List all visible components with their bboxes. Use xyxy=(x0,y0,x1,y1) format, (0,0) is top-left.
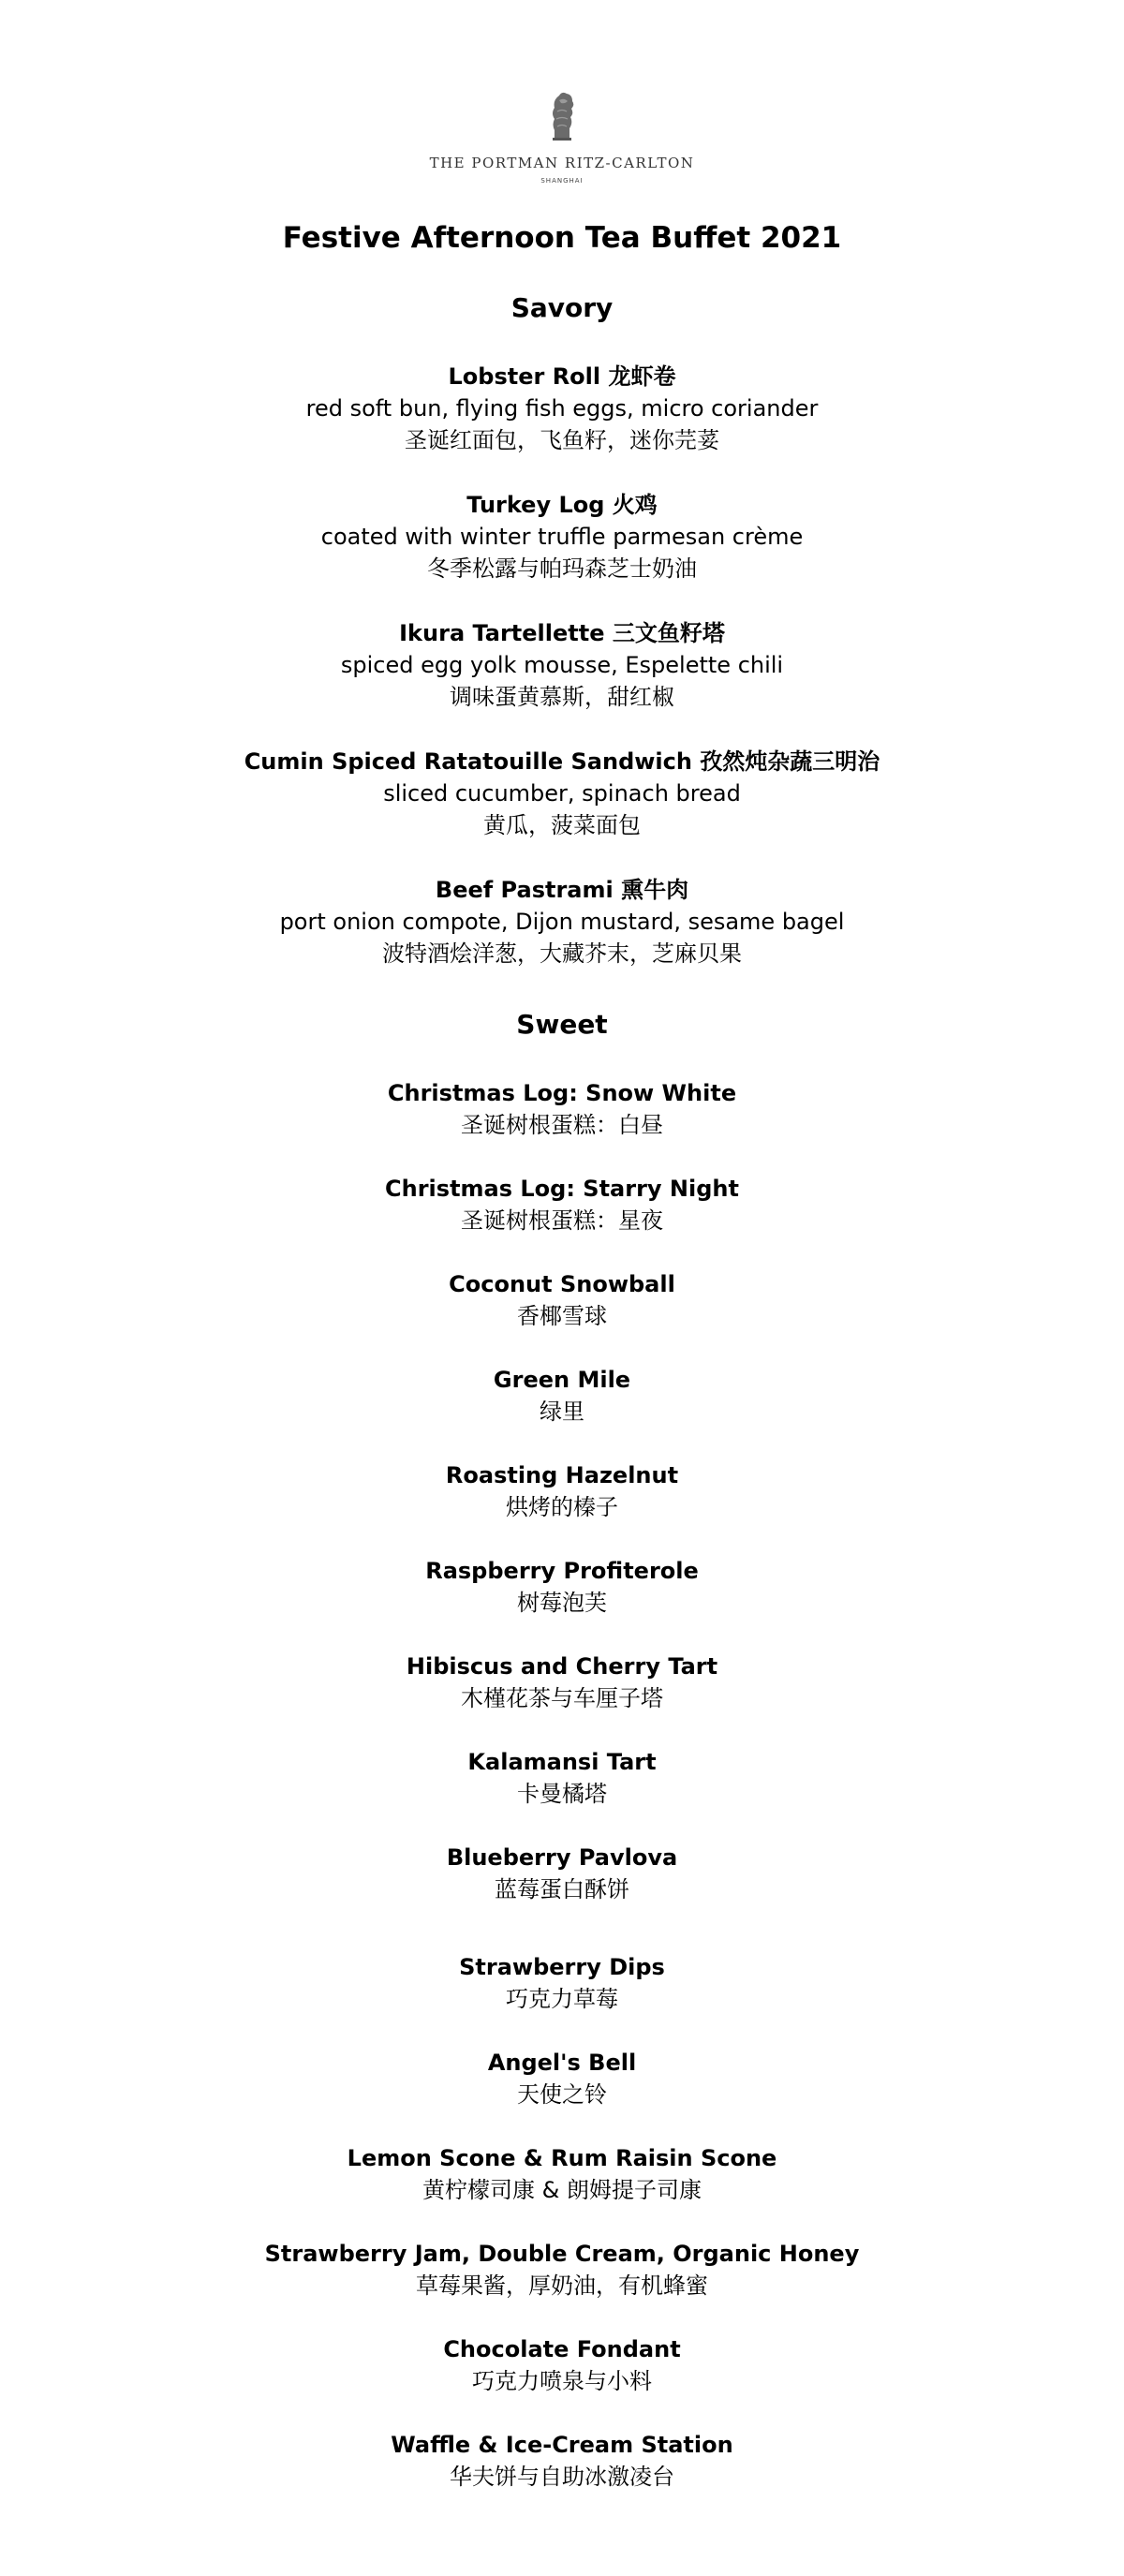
menu-item-sweet xyxy=(0,2047,1124,2110)
item-desc-en: coated with winter truffle parmesan crème xyxy=(320,524,804,550)
item-name: Lemon Scone & Rum Raisin Scone xyxy=(347,2145,777,2171)
item-name: Christmas Log: Snow White xyxy=(387,1080,737,1106)
item-desc-cn: 巧克力草莓 xyxy=(506,1986,618,2012)
item-name: Green Mile xyxy=(493,1367,631,1393)
item-name: Christmas Log: Starry Night xyxy=(385,1176,739,1202)
item-desc-cn: 蓝莓蛋白酥饼 xyxy=(495,1876,629,1902)
menu-item-sweet xyxy=(0,1364,1124,1428)
item-desc-cn: 冬季松露与帕玛森芝士奶油 xyxy=(427,555,697,582)
item-desc-cn: 黄柠檬司康 & 朗姆提子司康 xyxy=(422,2177,702,2203)
item-name: Ikura Tartellette 三文鱼籽塔 xyxy=(399,620,725,646)
section-title-savory: Savory xyxy=(510,292,614,323)
item-name: Beef Pastrami 熏牛肉 xyxy=(435,877,689,903)
item-name: Strawberry Jam, Double Cream, Organic Honey xyxy=(264,2241,860,2267)
menu-item-savory xyxy=(0,489,1124,585)
menu-item-sweet xyxy=(0,1746,1124,1810)
item-name: Strawberry Dips xyxy=(459,1954,665,1980)
item-desc-cn: 绿里 xyxy=(540,1399,584,1425)
item-desc-cn: 黄瓜，菠菜面包 xyxy=(483,812,641,838)
menu-item-sweet xyxy=(0,2333,1124,2397)
item-name: Angel's Bell xyxy=(487,2050,637,2076)
item-desc-cn: 树莓泡芙 xyxy=(517,1590,607,1616)
menu-item-sweet xyxy=(0,2429,1124,2493)
menu-item-sweet xyxy=(0,2238,1124,2302)
hotel-name: THE PORTMAN RITZ-CARLTON xyxy=(429,155,695,171)
item-name: Turkey Log 火鸡 xyxy=(466,492,658,518)
menu-title: Festive Afternoon Tea Buffet 2021 xyxy=(282,221,842,255)
lion-crest-icon xyxy=(543,89,581,141)
item-name: Cumin Spiced Ratatouille Sandwich 孜然炖杂蔬三明治 xyxy=(244,748,880,775)
menu-item-sweet xyxy=(0,2142,1124,2206)
menu-item-savory xyxy=(0,617,1124,713)
menu-item-savory xyxy=(0,361,1124,456)
item-desc-cn: 木槿花茶与车厘子塔 xyxy=(461,1685,663,1711)
item-desc-cn: 圣诞树根蛋糕：星夜 xyxy=(461,1207,663,1234)
item-desc-cn: 烘烤的榛子 xyxy=(506,1494,618,1520)
item-name: Raspberry Profiterole xyxy=(425,1558,699,1584)
item-name: Hibiscus and Cherry Tart xyxy=(406,1653,718,1680)
menu-item-sweet xyxy=(0,1077,1124,1141)
item-desc-cn: 调味蛋黄慕斯，甜红椒 xyxy=(450,684,674,710)
item-desc-cn: 圣诞红面包，飞鱼籽，迷你芫荽 xyxy=(405,427,719,453)
section-title-sweet: Sweet xyxy=(516,1009,608,1040)
item-desc-cn: 天使之铃 xyxy=(517,2081,607,2108)
hotel-city: SHANGHAI xyxy=(540,177,584,185)
item-desc-cn: 波特酒烩洋葱，大藏芥末，芝麻贝果 xyxy=(382,940,742,967)
item-desc-cn: 卡曼橘塔 xyxy=(517,1781,607,1807)
item-desc-cn: 圣诞树根蛋糕：白昼 xyxy=(461,1112,663,1138)
item-name: Kalamansi Tart xyxy=(467,1749,657,1775)
item-desc-en: port onion compote, Dijon mustard, sesame bagel xyxy=(279,909,845,935)
item-name: Roasting Hazelnut xyxy=(445,1462,679,1488)
item-name: Lobster Roll 龙虾卷 xyxy=(448,363,676,390)
menu-item-sweet xyxy=(0,1842,1124,1905)
item-name: Blueberry Pavlova xyxy=(446,1844,678,1871)
hotel-logo xyxy=(0,89,1124,185)
menu-item-sweet xyxy=(0,1459,1124,1523)
item-desc-cn: 香椰雪球 xyxy=(517,1303,607,1329)
menu-item-sweet xyxy=(0,1555,1124,1619)
menu-item-sweet xyxy=(0,1651,1124,1714)
item-desc-cn: 华夫饼与自助冰激凌台 xyxy=(450,2464,674,2490)
menu-item-sweet xyxy=(0,1173,1124,1236)
item-desc-en: red soft bun, flying fish eggs, micro coriander xyxy=(305,395,819,422)
item-desc-en: spiced egg yolk mousse, Espelette chili xyxy=(340,652,784,678)
item-name: Coconut Snowball xyxy=(449,1271,675,1297)
item-name: Waffle & Ice-Cream Station xyxy=(391,2432,733,2458)
menu-item-savory xyxy=(0,874,1124,970)
item-desc-cn: 草莓果酱，厚奶油，有机蜂蜜 xyxy=(416,2273,708,2299)
item-name: Chocolate Fondant xyxy=(443,2336,681,2362)
menu-item-sweet xyxy=(0,1951,1124,2015)
menu-item-savory xyxy=(0,746,1124,841)
menu-item-sweet xyxy=(0,1268,1124,1332)
item-desc-cn: 巧克力喷泉与小料 xyxy=(472,2368,652,2394)
item-desc-en: sliced cucumber, spinach bread xyxy=(383,780,741,807)
